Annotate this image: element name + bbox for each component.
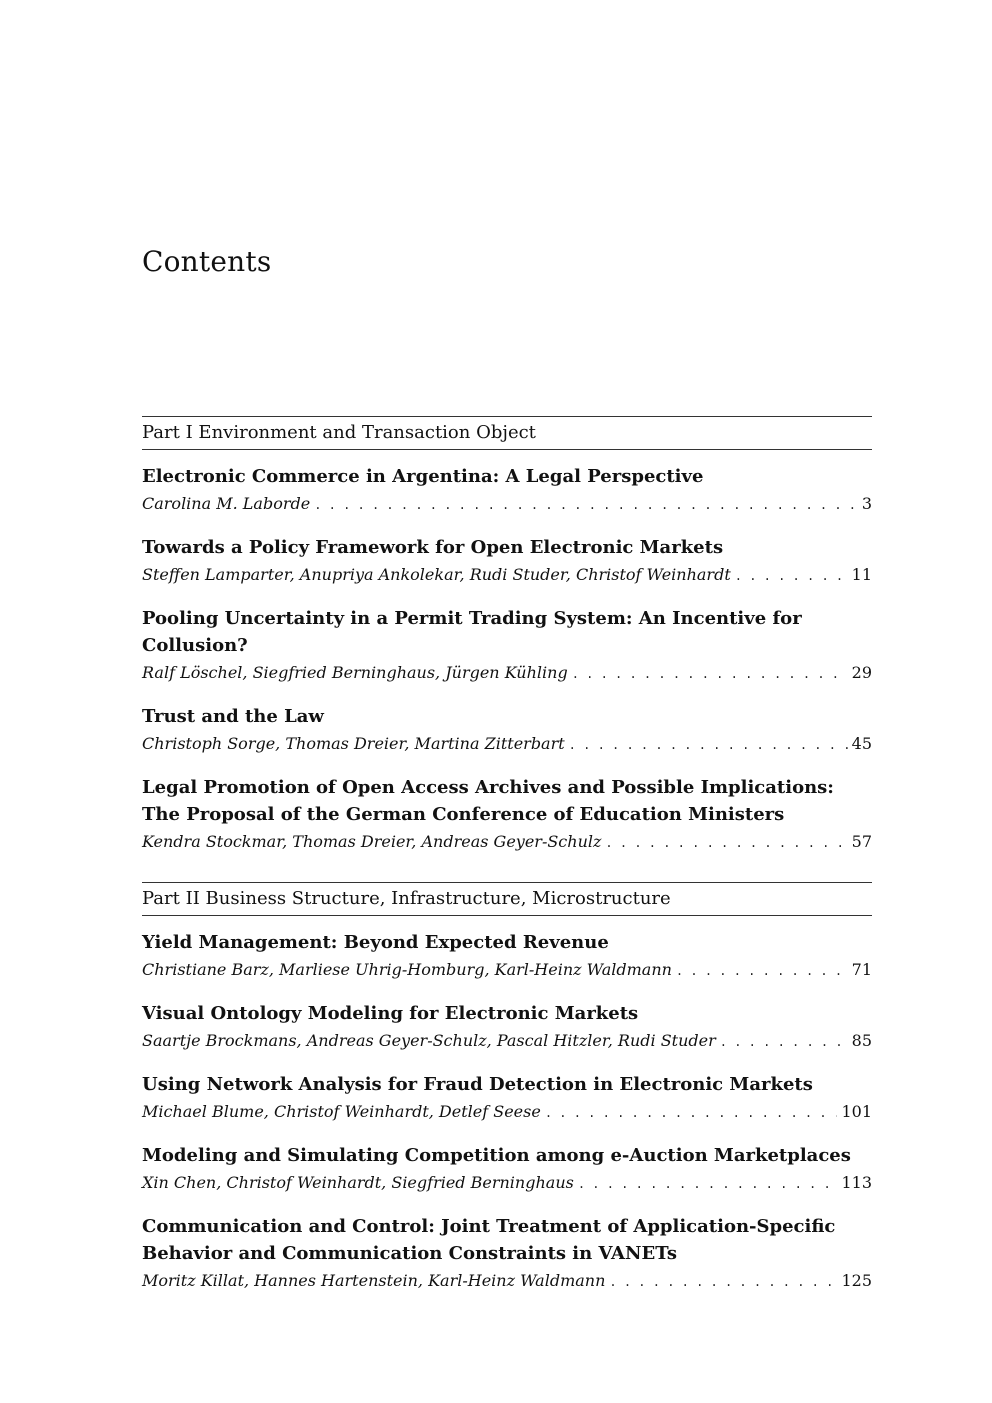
- entry-authors: Kendra Stockmar, Thomas Dreier, Andreas Geyer-Schulz: [142, 832, 602, 851]
- entry-title: Towards a Policy Framework for Open Electronic Markets: [142, 537, 724, 558]
- entry-line: [142, 1169, 872, 1198]
- entry-page-number: 11: [851, 565, 872, 584]
- entry-line: [142, 1267, 872, 1296]
- entry-title: Pooling Uncertainty in a Permit Trading System: An Incentive for Collusion?: [142, 608, 802, 656]
- page-title: Contents: [142, 244, 272, 278]
- entry-page-number: 57: [851, 832, 872, 851]
- part-1: [142, 416, 872, 872]
- entry-authors: Ralf Löschel, Siegfried Berninghaus, Jürgen Kühling: [142, 663, 568, 682]
- entry-authors: Saartje Brockmans, Andreas Geyer-Schulz, Pascal Hitzler, Rudi Studer: [142, 1031, 716, 1050]
- toc-entry[interactable]: [142, 1142, 872, 1198]
- dot-leader: [578, 1171, 838, 1198]
- entry-authors: Xin Chen, Christof Weinhardt, Siegfried Berninghaus: [142, 1173, 574, 1192]
- part-2-entries: [142, 916, 872, 1296]
- entry-page-number: 101: [841, 1102, 872, 1121]
- entry-line: [142, 1027, 872, 1056]
- entry-title: Modeling and Simulating Competition among e-Auction Marketplaces: [142, 1145, 851, 1166]
- part-1-header: Part I Environment and Transaction Object: [142, 416, 872, 450]
- entry-line: [142, 490, 872, 519]
- part-2: [142, 882, 872, 1311]
- dot-leader: [720, 1029, 848, 1056]
- entry-authors: Steffen Lamparter, Anupriya Ankolekar, Rudi Studer, Christof Weinhardt: [142, 565, 731, 584]
- toc-entry[interactable]: [142, 1000, 872, 1056]
- dot-leader: [545, 1100, 838, 1127]
- dot-leader: [569, 732, 848, 759]
- entry-line: [142, 730, 872, 759]
- entry-page-number: 71: [851, 960, 872, 979]
- dot-leader: [572, 661, 848, 688]
- entry-title: Communication and Control: Joint Treatment of Application-Specific Behavior and Communication Constraints in VANETs: [142, 1216, 836, 1264]
- toc-entry[interactable]: [142, 929, 872, 985]
- entry-line: [142, 659, 872, 688]
- toc-entry[interactable]: [142, 1071, 872, 1127]
- entry-authors: Christoph Sorge, Thomas Dreier, Martina Zitterbart: [142, 734, 565, 753]
- toc-entry[interactable]: [142, 605, 872, 688]
- dot-leader: [314, 492, 858, 519]
- entry-authors: Carolina M. Laborde: [142, 494, 311, 513]
- part-1-entries: [142, 450, 872, 857]
- entry-page-number: 125: [841, 1271, 872, 1290]
- dot-leader: [676, 958, 848, 985]
- entry-line: [142, 828, 872, 857]
- entry-title: Electronic Commerce in Argentina: A Legal Perspective: [142, 466, 704, 487]
- entry-title: Trust and the Law: [142, 706, 324, 727]
- entry-line: [142, 1098, 872, 1127]
- entry-authors: Michael Blume, Christof Weinhardt, Detlef Seese: [142, 1102, 541, 1121]
- entry-page-number: 85: [851, 1031, 872, 1050]
- toc-entry[interactable]: [142, 463, 872, 519]
- dot-leader: [609, 1269, 837, 1296]
- entry-title: Visual Ontology Modeling for Electronic Markets: [142, 1003, 639, 1024]
- entry-authors: Moritz Killat, Hannes Hartenstein, Karl-Heinz Waldmann: [142, 1271, 606, 1290]
- entry-page-number: 3: [861, 494, 872, 513]
- entry-line: [142, 561, 872, 590]
- entry-title: Yield Management: Beyond Expected Revenue: [142, 932, 609, 953]
- toc-entry[interactable]: [142, 774, 872, 857]
- entry-line: [142, 956, 872, 985]
- toc-entry[interactable]: [142, 1213, 872, 1296]
- entry-page-number: 113: [841, 1173, 872, 1192]
- toc-entry[interactable]: [142, 703, 872, 759]
- entry-page-number: 45: [851, 734, 872, 753]
- entry-title: Legal Promotion of Open Access Archives and Possible Implications: The Proposal of the German Conference of Education Ministers: [142, 777, 834, 825]
- toc-entry[interactable]: [142, 534, 872, 590]
- dot-leader: [735, 563, 848, 590]
- entry-title: Using Network Analysis for Fraud Detection in Electronic Markets: [142, 1074, 813, 1095]
- entry-page-number: 29: [851, 663, 872, 682]
- dot-leader: [605, 830, 847, 857]
- part-2-header: Part II Business Structure, Infrastructure, Microstructure: [142, 882, 872, 916]
- entry-authors: Christiane Barz, Marliese Uhrig-Homburg, Karl-Heinz Waldmann: [142, 960, 672, 979]
